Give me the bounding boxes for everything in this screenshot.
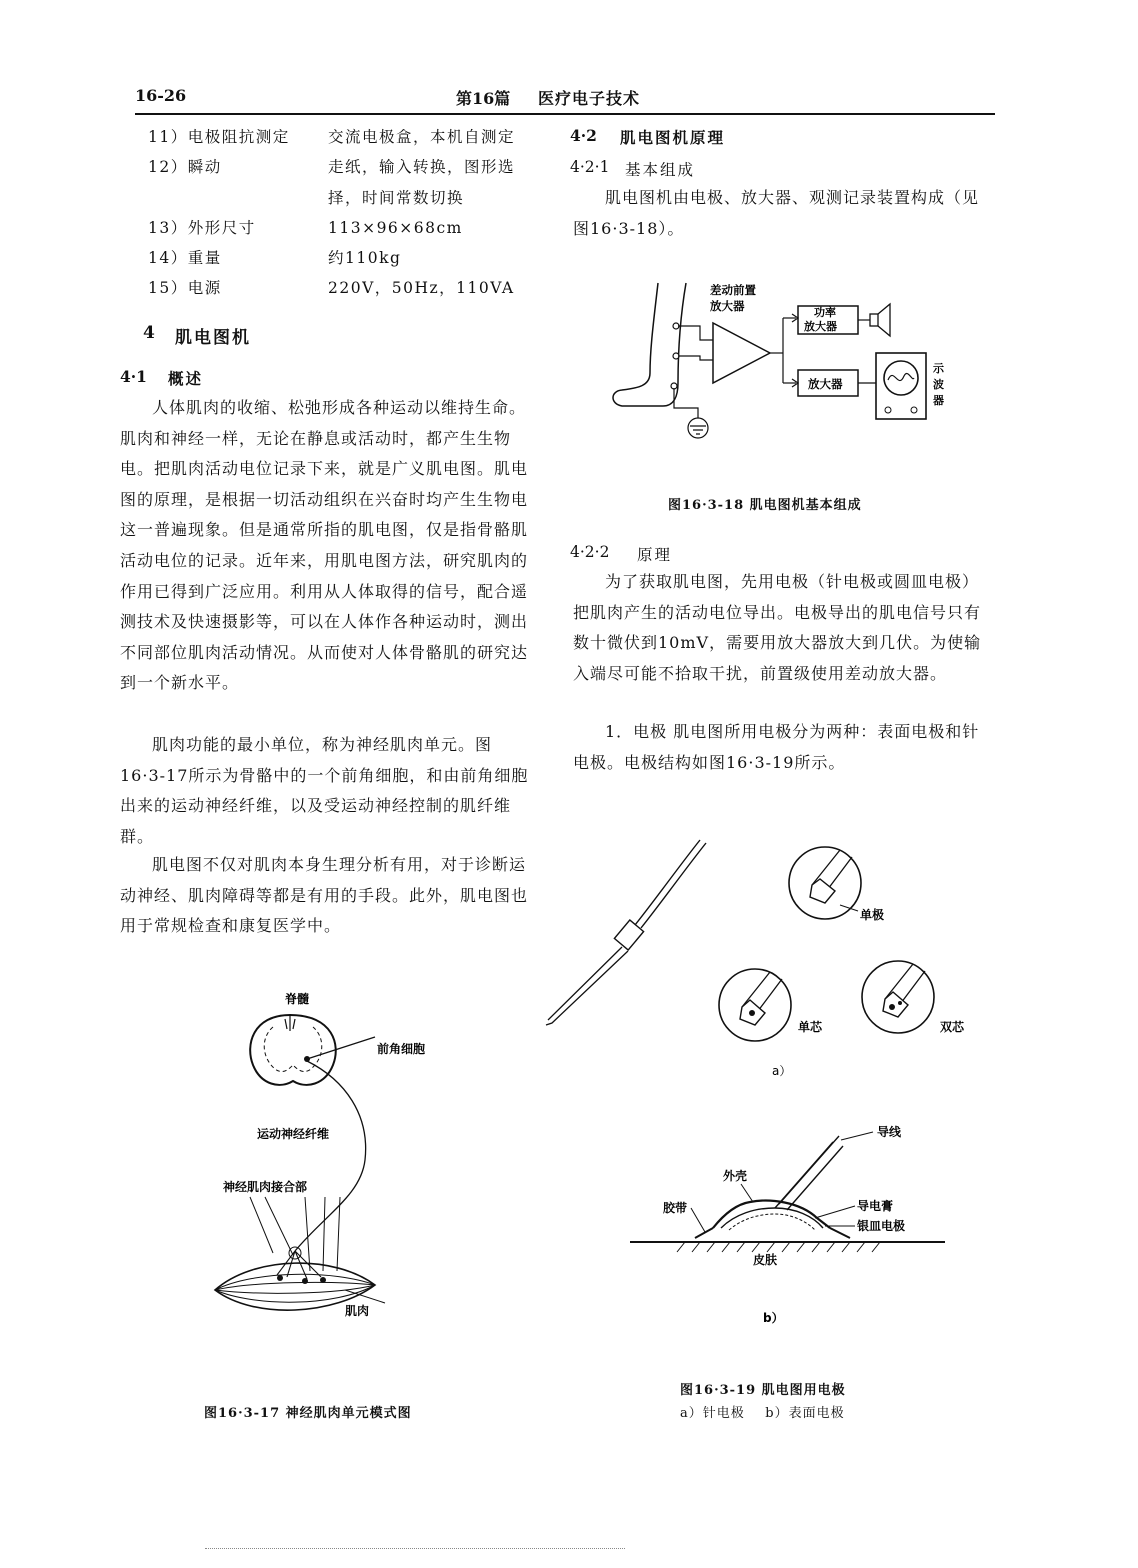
- label-oscilloscope-1: 示: [933, 362, 944, 375]
- caption-fig-17: 图16·3-17 神经肌肉单元模式图: [204, 1406, 412, 1421]
- label-anterior-horn-cell: 前角细胞: [377, 1042, 426, 1056]
- label-lead-wire: 导线: [877, 1125, 902, 1139]
- paragraph-principle: 为了获取肌电图，先用电极（针电极或圆皿电极）把肌肉产生的活动电位导出。电极导出的肌电信号只有数十微伏到10mV，需要用放大器放大到几伏。为使输入端尽可能不拾取干扰，前置级使用差动放大器。: [573, 572, 982, 683]
- spec-label: 14）重量: [148, 249, 222, 268]
- label-paste: 导电膏: [857, 1199, 894, 1213]
- label-double-core: 双芯: [940, 1020, 965, 1034]
- skin-hatch: [677, 1242, 880, 1252]
- section-41-number: 4·1: [120, 367, 147, 386]
- section-422-title: 原理: [637, 546, 673, 564]
- figure-needle-electrodes: [540, 835, 1000, 1080]
- label-power-amp-line2: 放大器: [804, 320, 837, 333]
- label-motor-nerve-fiber: 运动神经纤维: [257, 1127, 330, 1141]
- paragraph-neuromuscular-unit: 肌肉功能的最小单位，称为神经肌肉单元。图16·3-17所示为骨骼中的一个前角细胞，和由前角细胞出来的运动神经纤维，以及受运动神经控制的肌纤维群。: [120, 735, 529, 846]
- spec-row: [148, 213, 543, 243]
- spec-row: [148, 122, 543, 152]
- spec-value: 走纸，输入转换，图形选择，时间常数切换: [328, 158, 516, 207]
- spinal-cord-outline: [250, 1015, 336, 1085]
- needle-cable: [635, 840, 700, 925]
- spec-label: 12）瞬动: [148, 158, 222, 177]
- oscilloscope-icon: [876, 353, 926, 419]
- input-leads: [678, 326, 713, 360]
- section-422-number: 4·2·2: [570, 543, 610, 561]
- figure-neuromuscular-unit: [195, 985, 525, 1325]
- label-single-pole: 单极: [860, 908, 885, 922]
- section-41-title: 概述: [168, 369, 204, 388]
- caption-fig-18: 图16·3-18 肌电图机基本组成: [668, 498, 862, 513]
- paragraph-electrodes: 1．电极 肌电图所用电极分为两种：表面电极和针电极。电极结构如图16·3-19所示。: [573, 722, 980, 772]
- figure-emg-block-diagram: [608, 278, 953, 448]
- caption-fig-19: 图16·3-19 肌电图用电极: [680, 1383, 846, 1398]
- label-diff-preamp-line2: 放大器: [710, 299, 745, 313]
- section-4-number: 4: [143, 323, 155, 343]
- section-42-title: 肌电图机原理: [620, 128, 726, 147]
- ground-icon: [688, 418, 708, 438]
- section-421-number: 4·2·1: [570, 158, 610, 176]
- paragraph-composition: 肌电图机由电极、放大器、观测记录装置构成（见图16·3-18）。: [573, 188, 980, 238]
- label-sub-b: b）: [763, 1311, 784, 1325]
- junction-leaders: [250, 1197, 340, 1271]
- label-power-amp-line1: 功率: [814, 306, 836, 319]
- spec-row: [148, 243, 543, 273]
- label-tape: 胶带: [663, 1201, 688, 1215]
- spec-row: [148, 152, 543, 213]
- spec-label: 15）电源: [148, 279, 222, 298]
- label-oscilloscope-2: 波: [933, 378, 944, 391]
- needle-shaft: [546, 947, 628, 1025]
- scan-artifact-line: [205, 1548, 625, 1549]
- dorsal-fissure: [285, 1015, 295, 1031]
- header-title: 医疗电子技术: [538, 89, 641, 108]
- motor-nerve-fiber: [295, 1061, 366, 1251]
- section-4-title: 肌电图机: [175, 328, 251, 348]
- adhesive-tape: [695, 1228, 850, 1238]
- label-single-core: 单芯: [798, 1020, 823, 1034]
- differential-amplifier-icon: [713, 323, 770, 383]
- label-silver-electrode: 银皿电极: [857, 1219, 906, 1233]
- spec-list: [148, 122, 543, 304]
- header-rule: [135, 113, 995, 115]
- spec-label: 13）外形尺寸: [148, 218, 256, 237]
- needle-hub: [614, 920, 643, 950]
- figure-surface-electrode: [625, 1118, 955, 1333]
- label-skin: 皮肤: [753, 1253, 778, 1267]
- label-sub-a: a）: [772, 1064, 792, 1078]
- subcaption-fig-19: a）针电极 b）表面电极: [680, 1406, 845, 1421]
- label-muscle: 肌肉: [345, 1304, 370, 1318]
- paragraph-overview: 人体肌肉的收缩、松弛形成各种运动以维持生命。肌肉和神经一样，无论在静息或活动时，都产生生物电。把肌肉活动电位记录下来，就是广义肌电图。肌电图的原理，是根据一切活动组织在兴奋时均产生生物电这一普遍现象。但是通常所指的肌电图，仅是指骨骼肌活动电位的记录。近年来，用肌电图方法，研究肌肉的作用已得到广泛应用。利用从人体取得的信号，配合遥测技术及快速摄影等，可以在人体作各种运动时，测出不同部位肌肉活动情况。从而使对人体骨骼肌的研究达到一个新水平。: [120, 398, 529, 693]
- paragraph-applications: 肌电图不仅对肌肉本身生理分析有用，对于诊断运动神经、肌肉障碍等都是有用的手段。此外，肌电图也用于常规检查和康复医学中。: [120, 855, 529, 936]
- spec-row: [148, 273, 543, 303]
- lead-wire: [775, 1136, 843, 1210]
- label-oscilloscope-3: 器: [933, 394, 944, 407]
- label-spinal-cord: 脊髓: [285, 992, 310, 1006]
- spec-label: 11）电极阻抗测定: [148, 128, 290, 146]
- spec-value: 220V，50Hz，110VA: [328, 279, 515, 298]
- page-number: 16-26: [135, 86, 187, 105]
- part-label: 第16篇: [456, 89, 511, 108]
- spec-value: 约110kg: [328, 249, 402, 268]
- section-421-title: 基本组成: [625, 161, 696, 179]
- label-shell: 外壳: [723, 1169, 748, 1183]
- spec-value: 113×96×68cm: [328, 218, 463, 237]
- label-amplifier: 放大器: [808, 377, 843, 391]
- label-junction: 神经肌肉接合部: [223, 1180, 308, 1194]
- junction-circle: [289, 1247, 301, 1259]
- anterior-horn-cell-leader: [307, 1037, 375, 1059]
- spec-value: 交流电极盒，本机自测定: [328, 128, 516, 146]
- section-42-number: 4·2: [570, 126, 597, 145]
- conductive-paste: [729, 1214, 815, 1230]
- speaker-icon: [870, 314, 878, 326]
- label-diff-preamp-line1: 差动前置: [710, 283, 756, 297]
